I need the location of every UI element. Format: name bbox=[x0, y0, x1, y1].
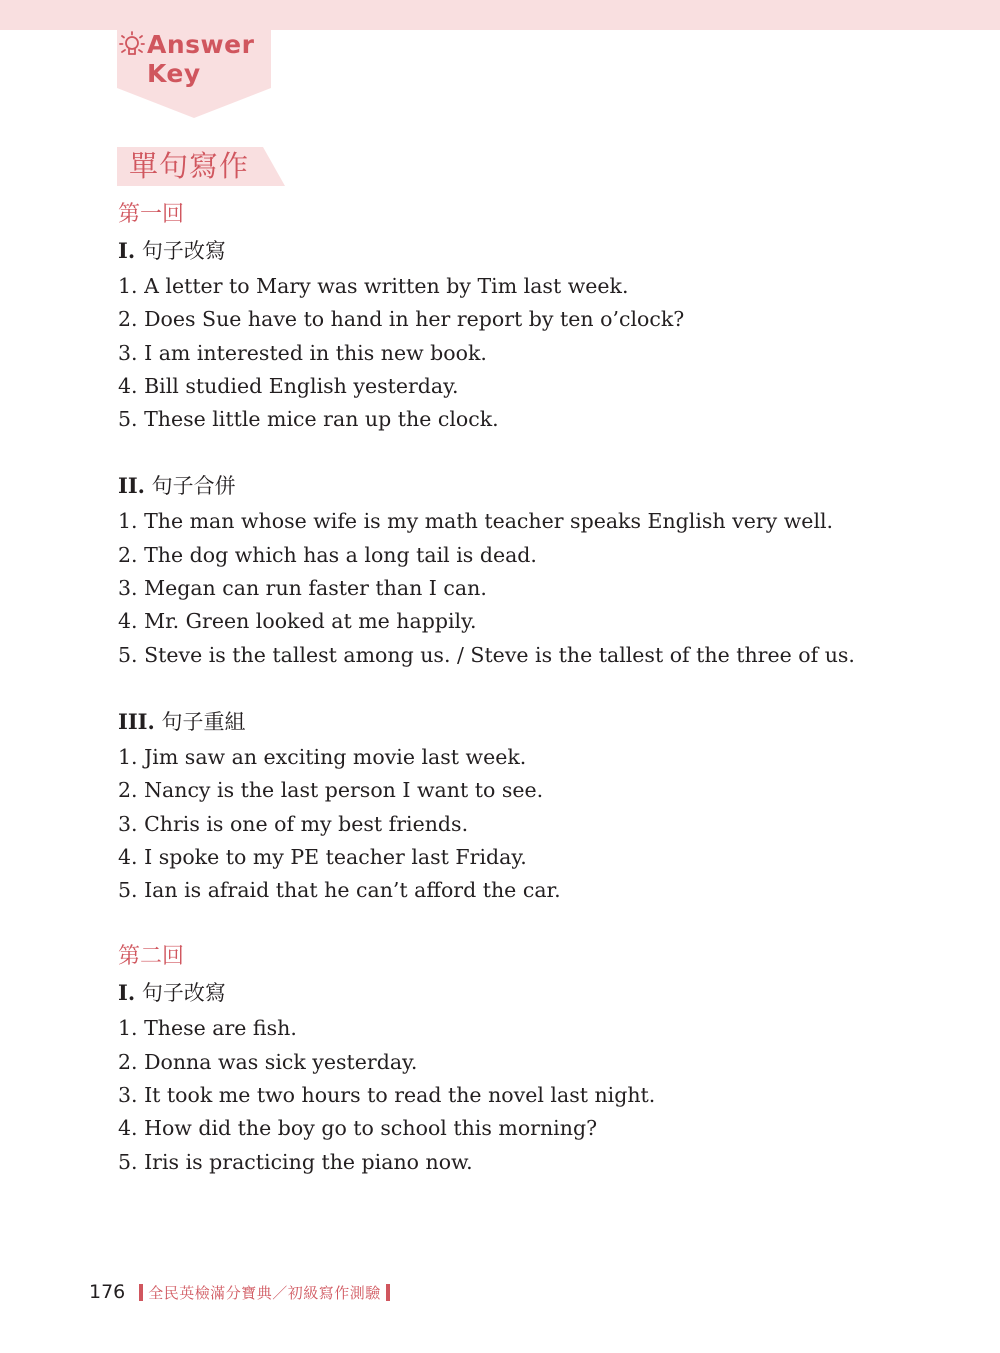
answer-item: 3. It took me two hours to read the novel last night. bbox=[118, 1083, 656, 1108]
answer-key-line2: Key bbox=[147, 59, 201, 88]
part-label: 句子重組 bbox=[161, 709, 246, 734]
part-label: 句子合併 bbox=[151, 474, 236, 499]
answer-list bbox=[118, 741, 878, 907]
answer-item: 1. A letter to Mary was written by Tim last week. bbox=[118, 274, 629, 298]
answer-item: 5. Iris is practicing the piano now. bbox=[118, 1149, 473, 1174]
answer-item: 2. Donna was sick yesterday. bbox=[118, 1049, 418, 1074]
answer-item: 3. Megan can run faster than I can. bbox=[118, 576, 487, 601]
answer-key-line1: Answer bbox=[147, 30, 255, 59]
answer-item: 3. Chris is one of my best friends. bbox=[118, 811, 469, 836]
book-title: 全民英檢滿分寶典／初級寫作測驗 bbox=[148, 1283, 381, 1302]
part-label: 句子改寫 bbox=[141, 981, 226, 1006]
answer-list bbox=[118, 270, 878, 436]
answer-item: 3. I am interested in this new book. bbox=[118, 340, 487, 365]
part-title bbox=[118, 705, 878, 741]
round-title: 第二回 bbox=[118, 944, 185, 970]
page-footer bbox=[89, 1279, 390, 1305]
answer-item: 1. These are fish. bbox=[118, 1016, 297, 1041]
section-title: 單句寫作 bbox=[129, 149, 250, 183]
part-numeral: I. bbox=[118, 238, 136, 263]
answer-item: 4. How did the boy go to school this morning? bbox=[118, 1116, 598, 1141]
page-number: 176 bbox=[89, 1281, 126, 1303]
lightbulb-icon bbox=[117, 30, 147, 58]
answer-key-badge bbox=[117, 30, 271, 118]
answer-list bbox=[118, 505, 878, 671]
answer-item: 1. Jim saw an exciting movie last week. bbox=[118, 744, 527, 769]
answer-item: 5. Steve is the tallest among us. / Steve is the tallest of the three of us. bbox=[118, 642, 855, 667]
round-title: 第一回 bbox=[118, 202, 185, 227]
part-label: 句子改寫 bbox=[141, 239, 226, 263]
answer-item: 4. Mr. Green looked at me happily. bbox=[118, 609, 477, 634]
part-title bbox=[118, 469, 878, 505]
answer-item: 1. The man whose wife is my math teacher speaks English very well. bbox=[118, 509, 834, 534]
section-banner bbox=[117, 147, 285, 186]
answer-item: 4. Bill studied English yesterday. bbox=[118, 373, 459, 398]
part-numeral: I. bbox=[118, 980, 136, 1006]
answer-item: 4. I spoke to my PE teacher last Friday. bbox=[118, 844, 527, 869]
footer-divider bbox=[139, 1284, 143, 1301]
part-numeral: II. bbox=[118, 473, 145, 499]
part-title bbox=[118, 976, 878, 1012]
answer-item: 2. Does Sue have to hand in her report by ten o’clock? bbox=[118, 307, 685, 332]
answer-item: 5. These little mice ran up the clock. bbox=[118, 407, 499, 432]
answer-content bbox=[118, 198, 878, 1179]
part-numeral: III. bbox=[118, 708, 155, 734]
top-band bbox=[0, 0, 1000, 30]
answer-key-label bbox=[147, 30, 254, 88]
part-title bbox=[118, 234, 878, 270]
answer-item: 2. Nancy is the last person I want to see. bbox=[118, 778, 544, 803]
footer-divider bbox=[386, 1284, 390, 1301]
answer-list bbox=[118, 1012, 878, 1178]
answer-item: 2. The dog which has a long tail is dead. bbox=[118, 542, 537, 567]
answer-item: 5. Ian is afraid that he can’t afford the car. bbox=[118, 878, 561, 903]
